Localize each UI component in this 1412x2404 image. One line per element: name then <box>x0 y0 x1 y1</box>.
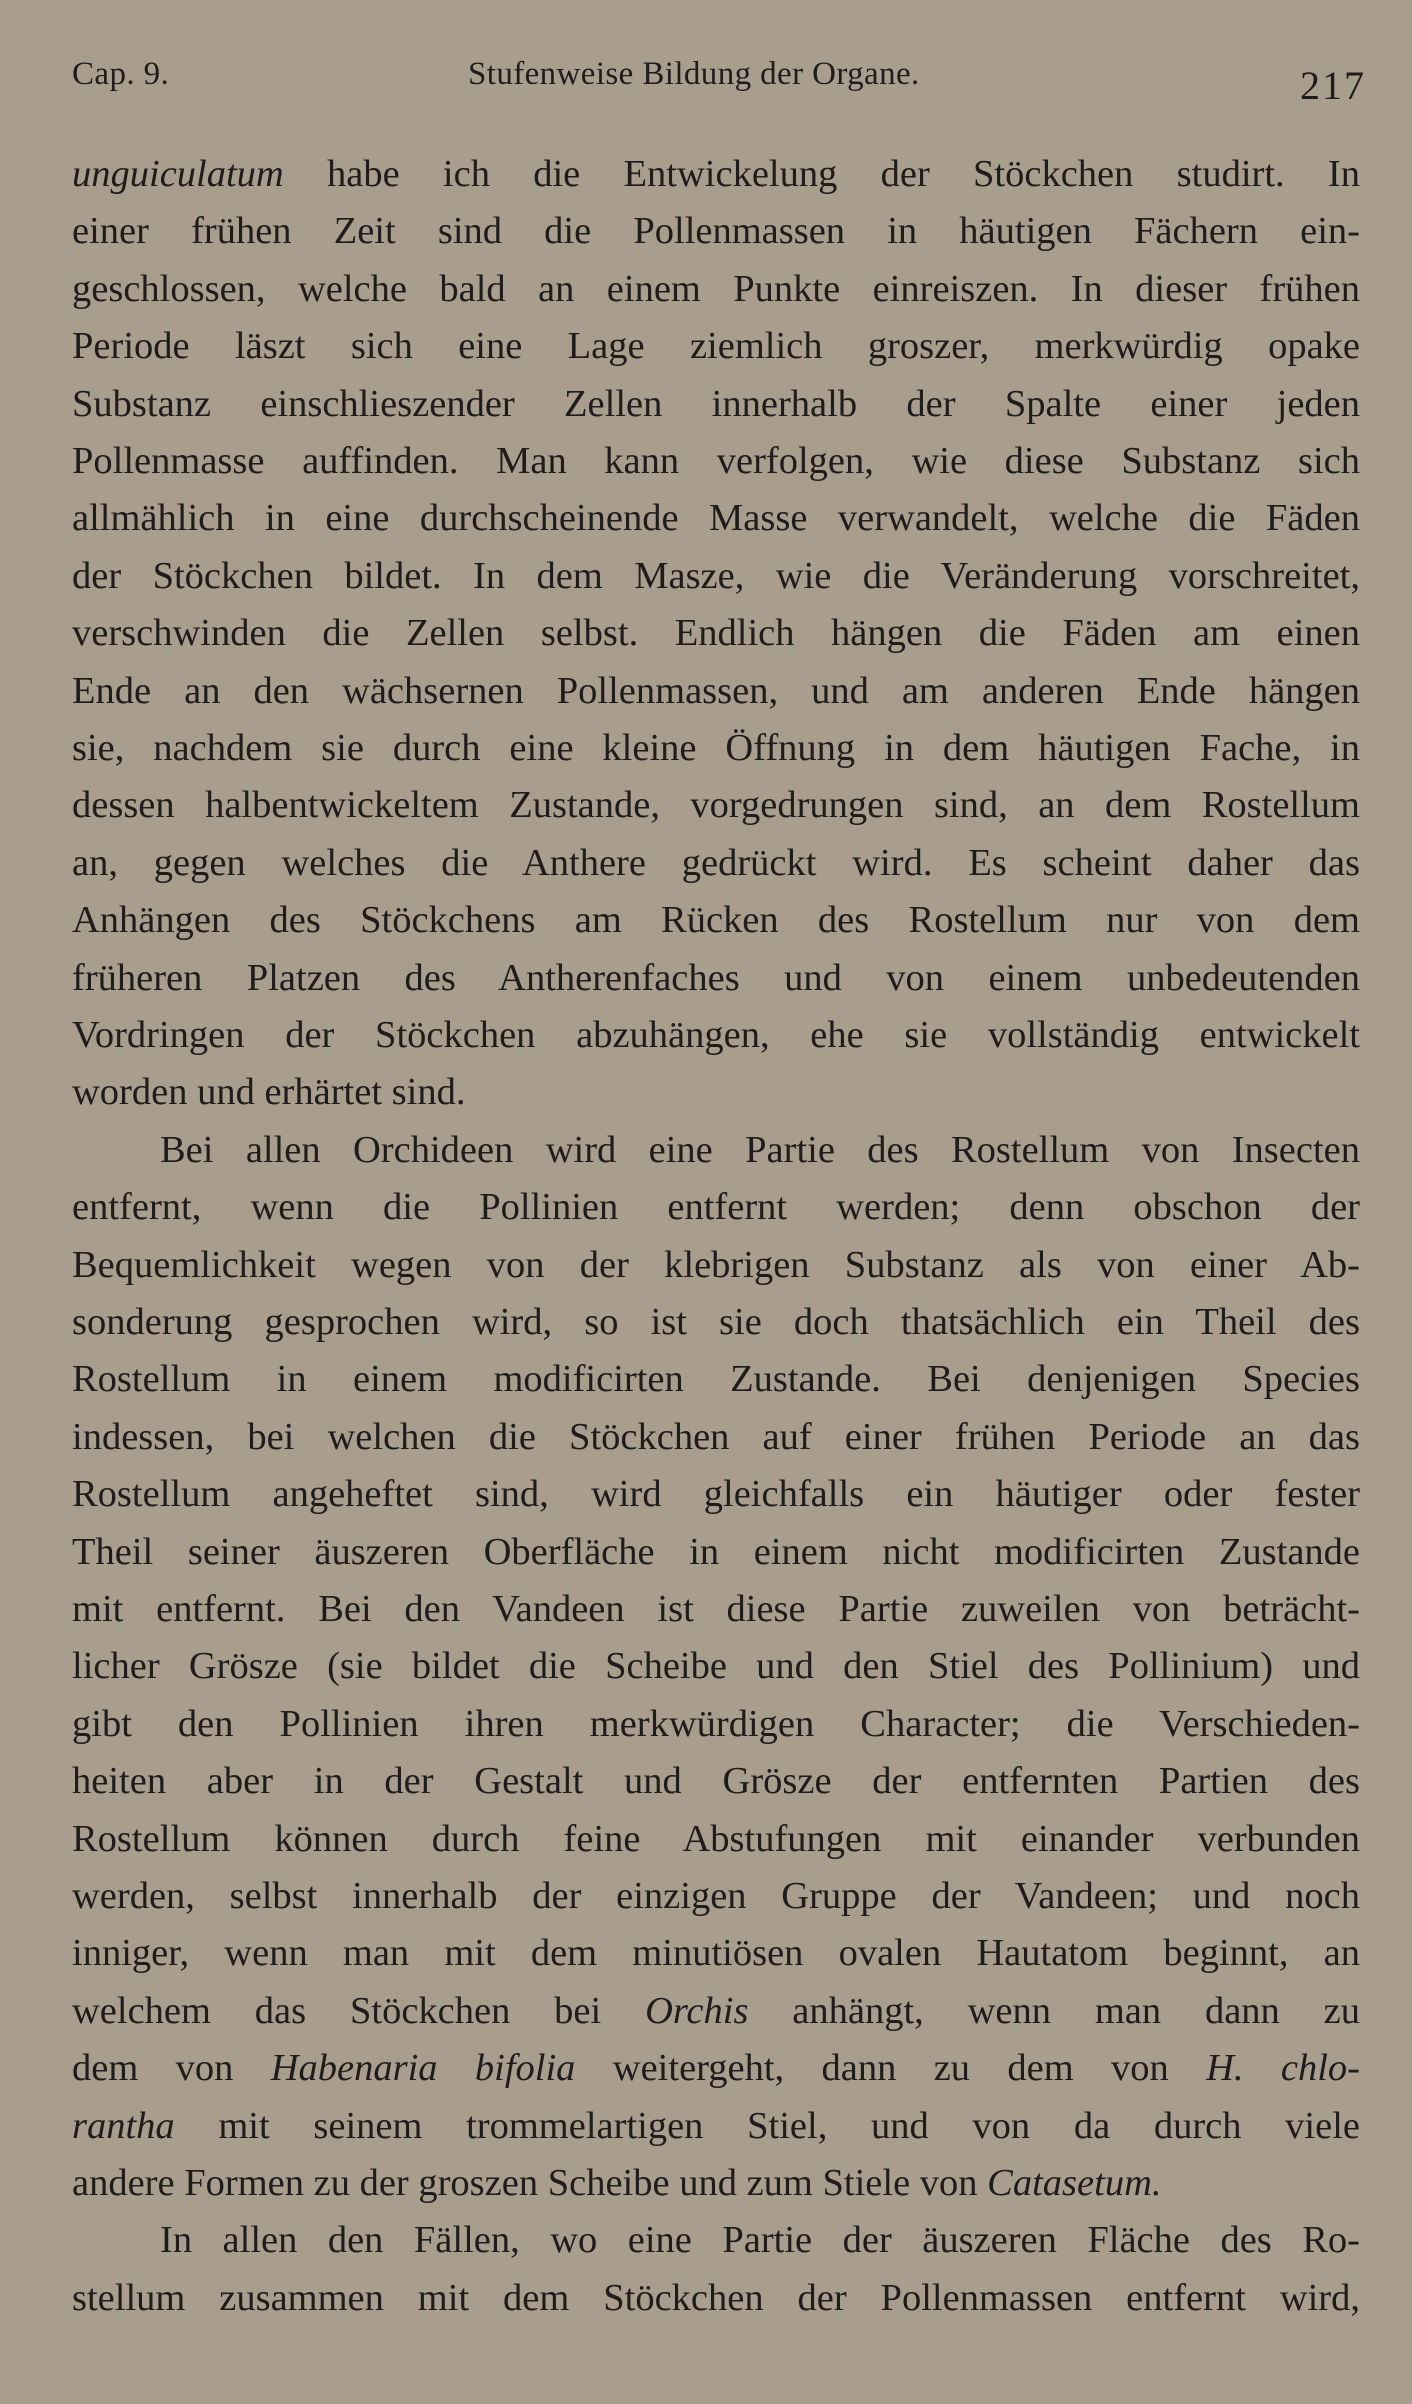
text-segment: dem von <box>72 2047 271 2090</box>
text-segment: allmählich in eine durchscheinende Masse verwandelt, welche die Fäden <box>72 497 1360 540</box>
text-line <box>72 1753 1360 1809</box>
text-line <box>72 1237 1360 1293</box>
text-line <box>72 261 1360 317</box>
text-segment: Anhängen des Stöckchens am Rücken des Rostellum nur von dem <box>72 899 1360 942</box>
italic-term: Orchis <box>645 1989 749 2032</box>
text-segment: Pollenmasse auffinden. Man kann verfolgen, wie diese Substanz sich <box>72 440 1360 482</box>
text-line <box>72 2040 1360 2096</box>
text-segment: anhängt, wenn man dann zu <box>748 1989 1360 2032</box>
text-line <box>72 1811 1360 1867</box>
text-line <box>72 777 1360 833</box>
text-line <box>72 433 1360 489</box>
text-line <box>72 548 1360 604</box>
text-line <box>72 835 1360 891</box>
text-line <box>72 376 1360 432</box>
italic-term: rantha <box>72 2104 175 2147</box>
text-segment: an, gegen welches die Anthere gedrückt wird. Es scheint daher das <box>72 841 1360 884</box>
text-line <box>72 1524 1360 1580</box>
text-line <box>72 318 1360 374</box>
text-line <box>72 1064 1360 1120</box>
text-line <box>72 1581 1360 1637</box>
text-segment: worden und erhärtet sind. <box>72 1071 466 1114</box>
text-line <box>72 1409 1360 1465</box>
text-line <box>72 1294 1360 1350</box>
text-line <box>160 1122 1360 1178</box>
italic-term: Catasetum. <box>987 2162 1162 2204</box>
text-line <box>72 892 1360 948</box>
text-line <box>72 720 1360 776</box>
text-line <box>72 1351 1360 1407</box>
text-line <box>72 950 1360 1006</box>
text-segment: sie, nachdem sie durch eine kleine Öffnung in dem häutigen Fache, in <box>72 727 1360 769</box>
text-segment: In allen den Fällen, wo eine Partie der äuszeren Fläche des Ro- <box>160 2219 1360 2262</box>
text-segment: licher Grösze (sie bildet die Scheibe und den Stiel des Pollinium) und <box>72 1645 1360 1688</box>
italic-term: unguiculatum <box>72 153 284 195</box>
text-segment: Bei allen Orchideen wird eine Partie des Rostellum von Insecten <box>160 1128 1360 1171</box>
running-title: Stufenweise Bildung der Organe. <box>468 56 920 92</box>
text-segment: Substanz einschlieszender Zellen innerhalb der Spalte einer jeden <box>72 382 1360 425</box>
text-line <box>72 2155 1360 2211</box>
text-segment: entfernt, wenn die Pollinien entfernt werden; denn obschon der <box>72 1186 1360 1229</box>
text-line <box>72 1868 1360 1924</box>
text-segment: mit seinem trommelartigen Stiel, und von da durch viele <box>174 2104 1360 2147</box>
text-line <box>72 1638 1360 1694</box>
text-line <box>72 1696 1360 1752</box>
text-segment: gibt den Pollinien ihren merkwürdigen Character; die Verschieden- <box>72 1702 1360 1745</box>
text-segment: Vordringen der Stöckchen abzuhängen, ehe sie vollständig entwickelt <box>72 1014 1360 1056</box>
text-line <box>72 1983 1360 2039</box>
text-line <box>72 2098 1360 2154</box>
text-line <box>72 2270 1360 2326</box>
page-number: 217 <box>1300 63 1366 108</box>
italic-term: H. chlo- <box>1206 2047 1360 2090</box>
text-segment: werden, selbst innerhalb der einzigen Gruppe der Vandeen; und noch <box>72 1875 1360 1917</box>
text-segment: früheren Platzen des Antherenfaches und von einem unbedeutenden <box>72 956 1360 999</box>
text-segment: andere Formen zu der groszen Scheibe und zum Stiele von <box>72 2162 988 2204</box>
text-segment: dessen halbentwickeltem Zustande, vorgedrungen sind, an dem Rostellum <box>72 784 1360 827</box>
text-segment: inniger, wenn man mit dem minutiösen ovalen Hautatom beginnt, an <box>72 1932 1360 1975</box>
text-segment: stellum zusammen mit dem Stöckchen der Pollenmassen entfernt wird, <box>72 2276 1360 2319</box>
running-header <box>0 0 1412 130</box>
text-segment: mit entfernt. Bei den Vandeen ist diese Partie zuweilen von beträcht- <box>72 1588 1360 1630</box>
italic-term: Habenaria bifolia <box>270 2047 576 2090</box>
text-segment: geschlossen, welche bald an einem Punkte einreiszen. In dieser frühen <box>72 267 1360 310</box>
text-line <box>72 203 1360 259</box>
text-segment: Rostellum in einem modificirten Zustande. Bei denjenigen Species <box>72 1358 1360 1401</box>
text-segment: habe ich die Entwickelung der Stöckchen studirt. In <box>283 153 1360 195</box>
text-segment: Bequemlichkeit wegen von der klebrigen Substanz als von einer Ab- <box>72 1243 1360 1286</box>
text-segment: verschwinden die Zellen selbst. Endlich hängen die Fäden am einen <box>72 612 1360 655</box>
text-line <box>72 1179 1360 1235</box>
text-segment: weitergeht, dann zu dem von <box>575 2047 1207 2090</box>
text-line <box>72 146 1360 202</box>
text-line <box>72 1925 1360 1981</box>
text-segment: indessen, bei welchen die Stöckchen auf einer frühen Periode an das <box>72 1415 1360 1458</box>
text-segment: einer frühen Zeit sind die Pollenmassen in häutigen Fächern ein- <box>72 210 1360 253</box>
text-segment: Rostellum angeheftet sind, wird gleichfalls ein häutiger oder fester <box>72 1473 1360 1516</box>
text-segment: welchem das Stöckchen bei <box>72 1989 646 2032</box>
text-segment: Theil seiner äuszeren Oberfläche in einem nicht modificirten Zustande <box>72 1530 1360 1573</box>
chapter-label: Cap. 9. <box>72 56 170 92</box>
text-line <box>72 605 1360 661</box>
text-line <box>72 663 1360 719</box>
text-segment: Periode läszt sich eine Lage ziemlich groszer, merkwürdig opake <box>72 325 1360 368</box>
text-segment: heiten aber in der Gestalt und Grösze der entfernten Partien des <box>72 1760 1360 1803</box>
text-line <box>160 2212 1360 2268</box>
text-segment: Rostellum können durch feine Abstufungen mit einander verbunden <box>72 1817 1360 1860</box>
text-segment: sonderung gesprochen wird, so ist sie doch thatsächlich ein Theil des <box>72 1301 1360 1343</box>
text-line <box>72 490 1360 546</box>
text-line <box>72 1007 1360 1063</box>
text-segment: der Stöckchen bildet. In dem Masze, wie die Veränderung vorschreitet, <box>72 554 1360 597</box>
text-line <box>72 1466 1360 1522</box>
text-segment: Ende an den wächsernen Pollenmassen, und am anderen Ende hängen <box>72 669 1360 712</box>
